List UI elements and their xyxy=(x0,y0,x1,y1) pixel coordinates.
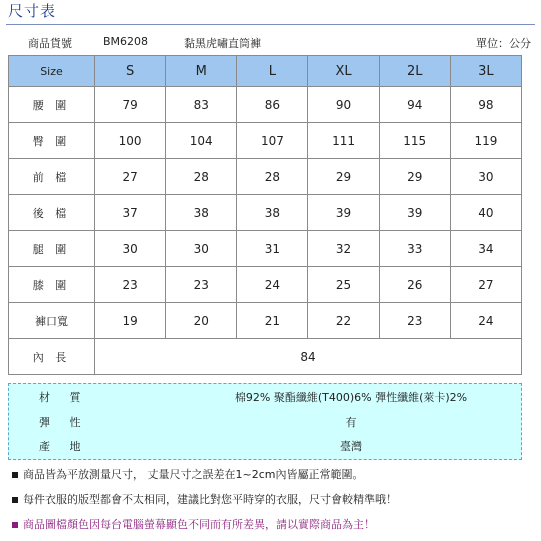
material-label: 材 質 xyxy=(39,391,89,404)
table-row xyxy=(9,231,522,267)
table-row xyxy=(9,303,522,339)
size-table xyxy=(8,55,522,375)
table-cell: 38 xyxy=(237,195,308,231)
table-cell: 100 xyxy=(95,123,166,159)
size-header-cell: L xyxy=(237,56,308,87)
table-cell: 107 xyxy=(237,123,308,159)
row-label: 前 檔 xyxy=(9,159,95,195)
table-cell: 98 xyxy=(450,87,521,123)
product-code: BM6208 xyxy=(103,35,149,48)
table-cell: 24 xyxy=(237,267,308,303)
table-cell: 115 xyxy=(379,123,450,159)
table-cell: 23 xyxy=(95,267,166,303)
table-cell: 37 xyxy=(95,195,166,231)
table-cell: 39 xyxy=(308,195,379,231)
size-header-cell: 3L xyxy=(450,56,521,87)
note-item xyxy=(8,491,528,516)
table-cell: 28 xyxy=(237,159,308,195)
table-cell: 90 xyxy=(308,87,379,123)
origin-row xyxy=(9,438,521,458)
inseam-value: 84 xyxy=(95,339,522,375)
size-header-cell: S xyxy=(95,56,166,87)
table-cell: 29 xyxy=(379,159,450,195)
table-cell: 111 xyxy=(308,123,379,159)
square-bullet-icon xyxy=(12,522,18,528)
note-text: 每件衣服的版型都會不太相同，建議比對您平時穿的衣服，尺寸會較精準哦！ xyxy=(23,493,397,506)
table-cell: 30 xyxy=(166,231,237,267)
product-name: 黏黑虎嘯直筒褲 xyxy=(184,37,261,50)
table-cell: 30 xyxy=(95,231,166,267)
note-text: 商品圖檔顏色因每台電腦螢幕顯色不同而有所差異，請以實際商品為主！ xyxy=(23,518,375,531)
table-row xyxy=(9,195,522,231)
table-cell: 32 xyxy=(308,231,379,267)
origin-label: 產 地 xyxy=(39,440,89,453)
table-cell: 27 xyxy=(95,159,166,195)
table-cell: 34 xyxy=(450,231,521,267)
size-header-cell: Size xyxy=(9,56,95,87)
table-cell: 25 xyxy=(308,267,379,303)
table-cell: 33 xyxy=(379,231,450,267)
table-cell: 119 xyxy=(450,123,521,159)
material-box xyxy=(8,383,522,460)
table-cell: 40 xyxy=(450,195,521,231)
note-item xyxy=(8,516,528,541)
row-label: 膝 圍 xyxy=(9,267,95,303)
origin-value: 臺灣 xyxy=(340,440,362,453)
row-label: 腰 圍 xyxy=(9,87,95,123)
size-header-cell: XL xyxy=(308,56,379,87)
material-value: 棉92% 聚酯纖維(T400)6% 彈性纖維(萊卡)2% xyxy=(234,391,468,404)
elasticity-value: 有 xyxy=(345,416,357,429)
table-cell: 27 xyxy=(450,267,521,303)
note-text: 商品皆為平放測量尺寸， 丈量尺寸之誤差在1~2cm內皆屬正常範圍。 xyxy=(23,468,364,481)
table-cell: 21 xyxy=(237,303,308,339)
square-bullet-icon xyxy=(12,472,18,478)
size-header-row xyxy=(9,56,522,87)
square-bullet-icon xyxy=(12,497,18,503)
table-cell: 94 xyxy=(379,87,450,123)
notes-list xyxy=(8,466,528,541)
elasticity-label: 彈 性 xyxy=(39,416,89,429)
row-label: 後 檔 xyxy=(9,195,95,231)
row-label: 臀 圍 xyxy=(9,123,95,159)
table-cell: 30 xyxy=(450,159,521,195)
size-header-cell: 2L xyxy=(379,56,450,87)
table-cell: 24 xyxy=(450,303,521,339)
row-label: 腿 圍 xyxy=(9,231,95,267)
page-title: 尺寸表 xyxy=(8,2,57,20)
table-cell: 20 xyxy=(166,303,237,339)
table-cell: 31 xyxy=(237,231,308,267)
table-cell: 79 xyxy=(95,87,166,123)
table-cell: 26 xyxy=(379,267,450,303)
table-row xyxy=(9,123,522,159)
table-row xyxy=(9,159,522,195)
table-cell: 104 xyxy=(166,123,237,159)
product-code-label: 商品貨號 xyxy=(28,37,72,50)
unit-label: 單位：公分 xyxy=(476,37,531,50)
size-header-cell: M xyxy=(166,56,237,87)
table-cell: 28 xyxy=(166,159,237,195)
table-cell: 38 xyxy=(166,195,237,231)
table-cell: 22 xyxy=(308,303,379,339)
elasticity-row xyxy=(9,414,521,434)
row-label: 褲口寬 xyxy=(9,303,95,339)
table-cell: 29 xyxy=(308,159,379,195)
table-cell: 83 xyxy=(166,87,237,123)
material-row xyxy=(9,389,521,409)
title-divider xyxy=(6,24,535,25)
table-cell: 39 xyxy=(379,195,450,231)
row-label: 內 長 xyxy=(9,339,95,375)
table-row xyxy=(9,267,522,303)
table-cell: 19 xyxy=(95,303,166,339)
table-cell: 23 xyxy=(166,267,237,303)
table-cell: 23 xyxy=(379,303,450,339)
table-row xyxy=(9,87,522,123)
note-item xyxy=(8,466,528,491)
table-cell: 86 xyxy=(237,87,308,123)
inseam-row xyxy=(9,339,522,375)
